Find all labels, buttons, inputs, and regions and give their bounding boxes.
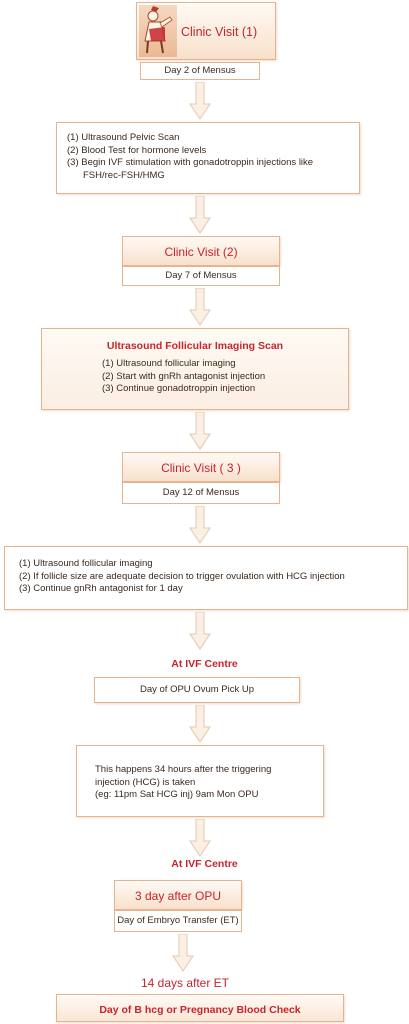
down-arrow-icon <box>189 705 211 743</box>
clinic-visit-3-day: Day 12 of Mensus <box>122 482 280 504</box>
step-3-line-1: (1) Ultrasound follicular imaging <box>19 558 153 569</box>
clinic-visit-1-header <box>136 2 276 60</box>
step-1-line-3: (3) Begin IVF stimulation with gonadotroppin injections like <box>67 157 314 168</box>
down-arrow-icon <box>172 934 194 972</box>
clinic-visit-2-header <box>122 236 280 266</box>
pregnancy-check-text: Day of B hcg or Pregnancy Blood Check <box>99 1004 301 1016</box>
timing-line-3: (eg: 11pm Sat HCG inj) 9am Mon OPU <box>95 789 259 800</box>
fourteen-days-label: 14 days after ET <box>140 976 230 990</box>
embryo-transfer-header <box>114 880 242 910</box>
clinic-visit-2-title: Clinic Visit (2) <box>164 245 238 259</box>
timing-line-2: injection (HCG) is taken <box>95 776 196 788</box>
step-1-box <box>56 122 360 194</box>
timing-line-1: This happens 34 hours after the triggering <box>95 764 272 775</box>
step-3-line-3: (3) Continue gnRh antagonist for 1 day <box>19 583 183 594</box>
at-ivf-centre-label-1: At IVF Centre <box>171 658 238 670</box>
clinic-visit-3-header <box>122 452 280 482</box>
scan-line-2: (2) Start with gnRh antagonist injection <box>102 370 266 382</box>
at-ivf-centre-label-2: At IVF Centre <box>171 858 238 870</box>
down-arrow-icon <box>189 412 211 450</box>
down-arrow-icon <box>189 506 211 544</box>
step-1-line-4: FSH/rec-FSH/HMG <box>83 169 165 181</box>
step-3-line-2: (2) If follicle size are adequate decision to trigger ovulation with HCG injection <box>19 570 345 582</box>
down-arrow-icon <box>189 82 211 120</box>
clinic-visit-1-title: Clinic Visit (1) <box>181 25 258 39</box>
embryo-transfer-title: 3 day after OPU <box>134 889 222 903</box>
down-arrow-icon <box>189 612 211 650</box>
clinic-logo <box>139 5 177 57</box>
scan-box <box>41 328 349 410</box>
step-3-box <box>4 546 408 610</box>
clinic-visit-1-day: Day 2 of Mensus <box>140 62 260 80</box>
down-arrow-icon <box>189 819 211 857</box>
clinic-visit-3-title: Clinic Visit ( 3 ) <box>161 461 241 475</box>
embryo-transfer-day: Day of Embryo Transfer (ET) <box>114 910 242 932</box>
down-arrow-icon <box>189 196 211 234</box>
scan-title: Ultrasound Follicular Imaging Scan <box>106 340 284 352</box>
down-arrow-icon <box>189 288 211 326</box>
pregnancy-check-box <box>56 994 344 1022</box>
opu-day-text: Day of OPU Ovum Pick Up <box>139 684 255 695</box>
timing-box <box>76 745 324 817</box>
opu-day-box <box>94 677 300 703</box>
step-1-line-2: (2) Blood Test for hormone levels <box>67 144 207 156</box>
clinic-visit-2-day: Day 7 of Mensus <box>122 266 280 286</box>
scan-line-3: (3) Continue gonadotroppin injection <box>102 383 256 394</box>
scan-line-1: (1) Ultrasound follicular imaging <box>102 358 236 369</box>
step-1-line-1: (1) Ultrasound Pelvic Scan <box>67 132 180 143</box>
